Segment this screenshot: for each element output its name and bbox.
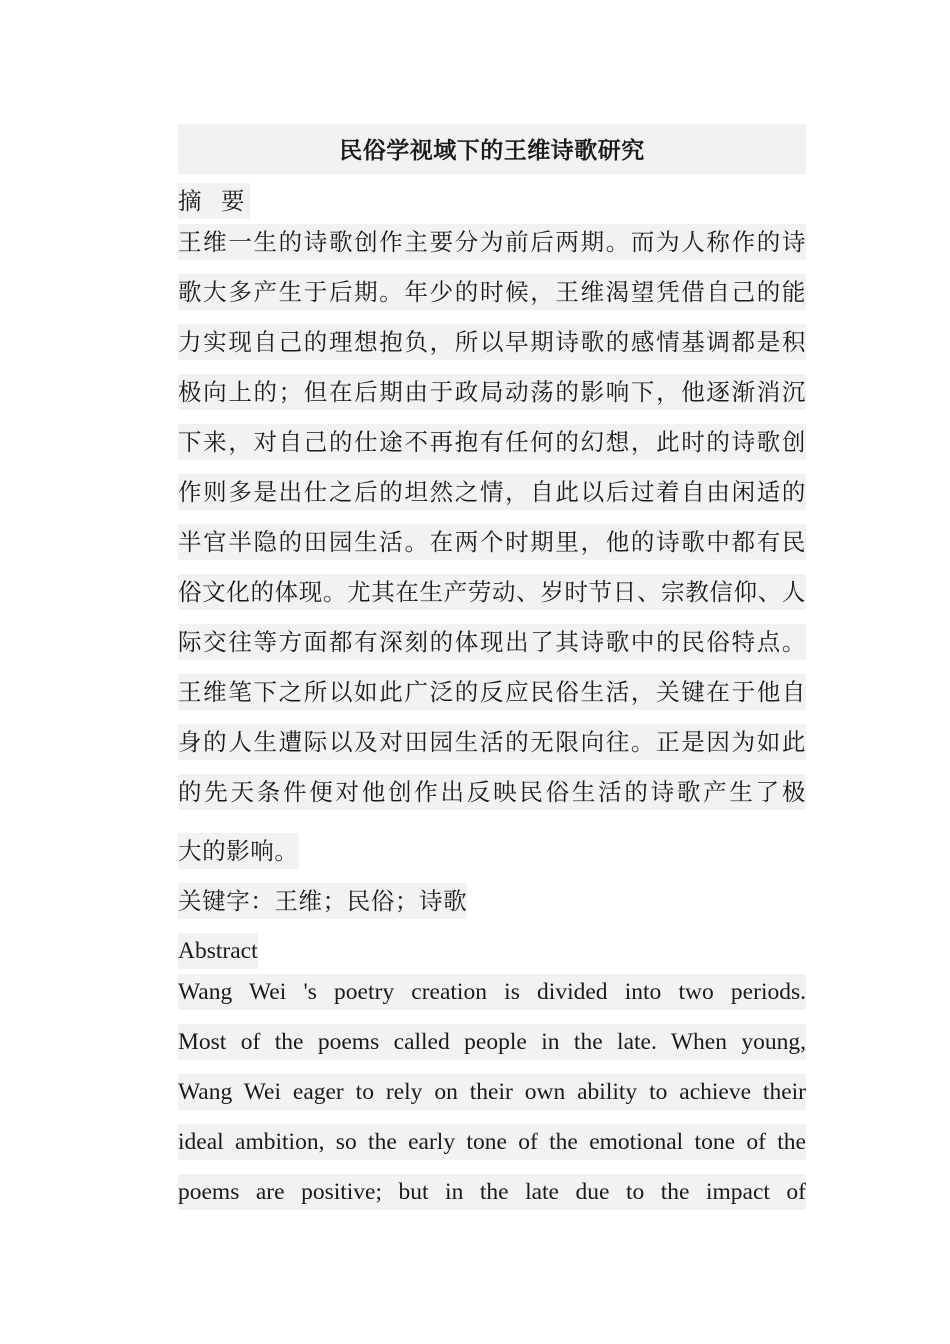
- abstract-cn-line: 身的人生遭际以及对田园生活的无限向往。正是因为如此: [178, 724, 806, 760]
- abstract-cn-line: 力实现自己的理想抱负，所以早期诗歌的感情基调都是积: [178, 324, 806, 360]
- abstract-en-body: [178, 974, 806, 1224]
- abstract-cn-line: 极向上的；但在后期由于政局动荡的影响下，他逐渐消沉: [178, 374, 806, 410]
- abstract-cn-line: 下来，对自己的仕途不再抱有任何的幻想，此时的诗歌创: [178, 424, 806, 460]
- abstract-cn-line: 歌大多产生于后期。年少的时候，王维渴望凭借自己的能: [178, 274, 806, 310]
- abstract-cn-line: 俗文化的体现。尤其在生产劳动、岁时节日、宗教信仰、人: [178, 574, 806, 610]
- abstract-cn-heading: 摘 要: [178, 183, 250, 219]
- document-title: 民俗学视域下的王维诗歌研究: [178, 124, 806, 174]
- abstract-en-heading: Abstract: [178, 933, 258, 969]
- abstract-en-line: ideal ambition, so the early tone of the emotional tone of the: [178, 1124, 806, 1160]
- abstract-en-line: Most of the poems called people in the late. When young,: [178, 1024, 806, 1060]
- abstract-cn-line: 大的影响。: [178, 833, 299, 869]
- abstract-cn-line: 王维笔下之所以如此广泛的反应民俗生活，关键在于他自: [178, 674, 806, 710]
- keywords-cn-row: [178, 874, 806, 924]
- abstract-cn-line: 的先天条件便对他创作出反映民俗生活的诗歌产生了极: [178, 774, 806, 810]
- abstract-cn-line: 作则多是出仕之后的坦然之情，自此以后过着自由闲适的: [178, 474, 806, 510]
- abstract-cn-line: 际交往等方面都有深刻的体现出了其诗歌中的民俗特点。: [178, 624, 806, 660]
- abstract-en-line: Wang Wei eager to rely on their own ability to achieve their: [178, 1074, 806, 1110]
- abstract-cn-heading-row: [178, 174, 806, 224]
- keywords-cn: 关键字：王维；民俗；诗歌: [178, 883, 467, 919]
- document-page: [178, 124, 806, 1224]
- abstract-cn-body: [178, 224, 806, 874]
- abstract-en-line: poems are positive; but in the late due to the impact of: [178, 1174, 806, 1210]
- abstract-cn-line: 半官半隐的田园生活。在两个时期里，他的诗歌中都有民: [178, 524, 806, 560]
- abstract-en-heading-row: [178, 924, 806, 974]
- abstract-en-line: Wang Wei 's poetry creation is divided into two periods.: [178, 974, 806, 1010]
- abstract-cn-line: 王维一生的诗歌创作主要分为前后两期。而为人称作的诗: [178, 224, 806, 260]
